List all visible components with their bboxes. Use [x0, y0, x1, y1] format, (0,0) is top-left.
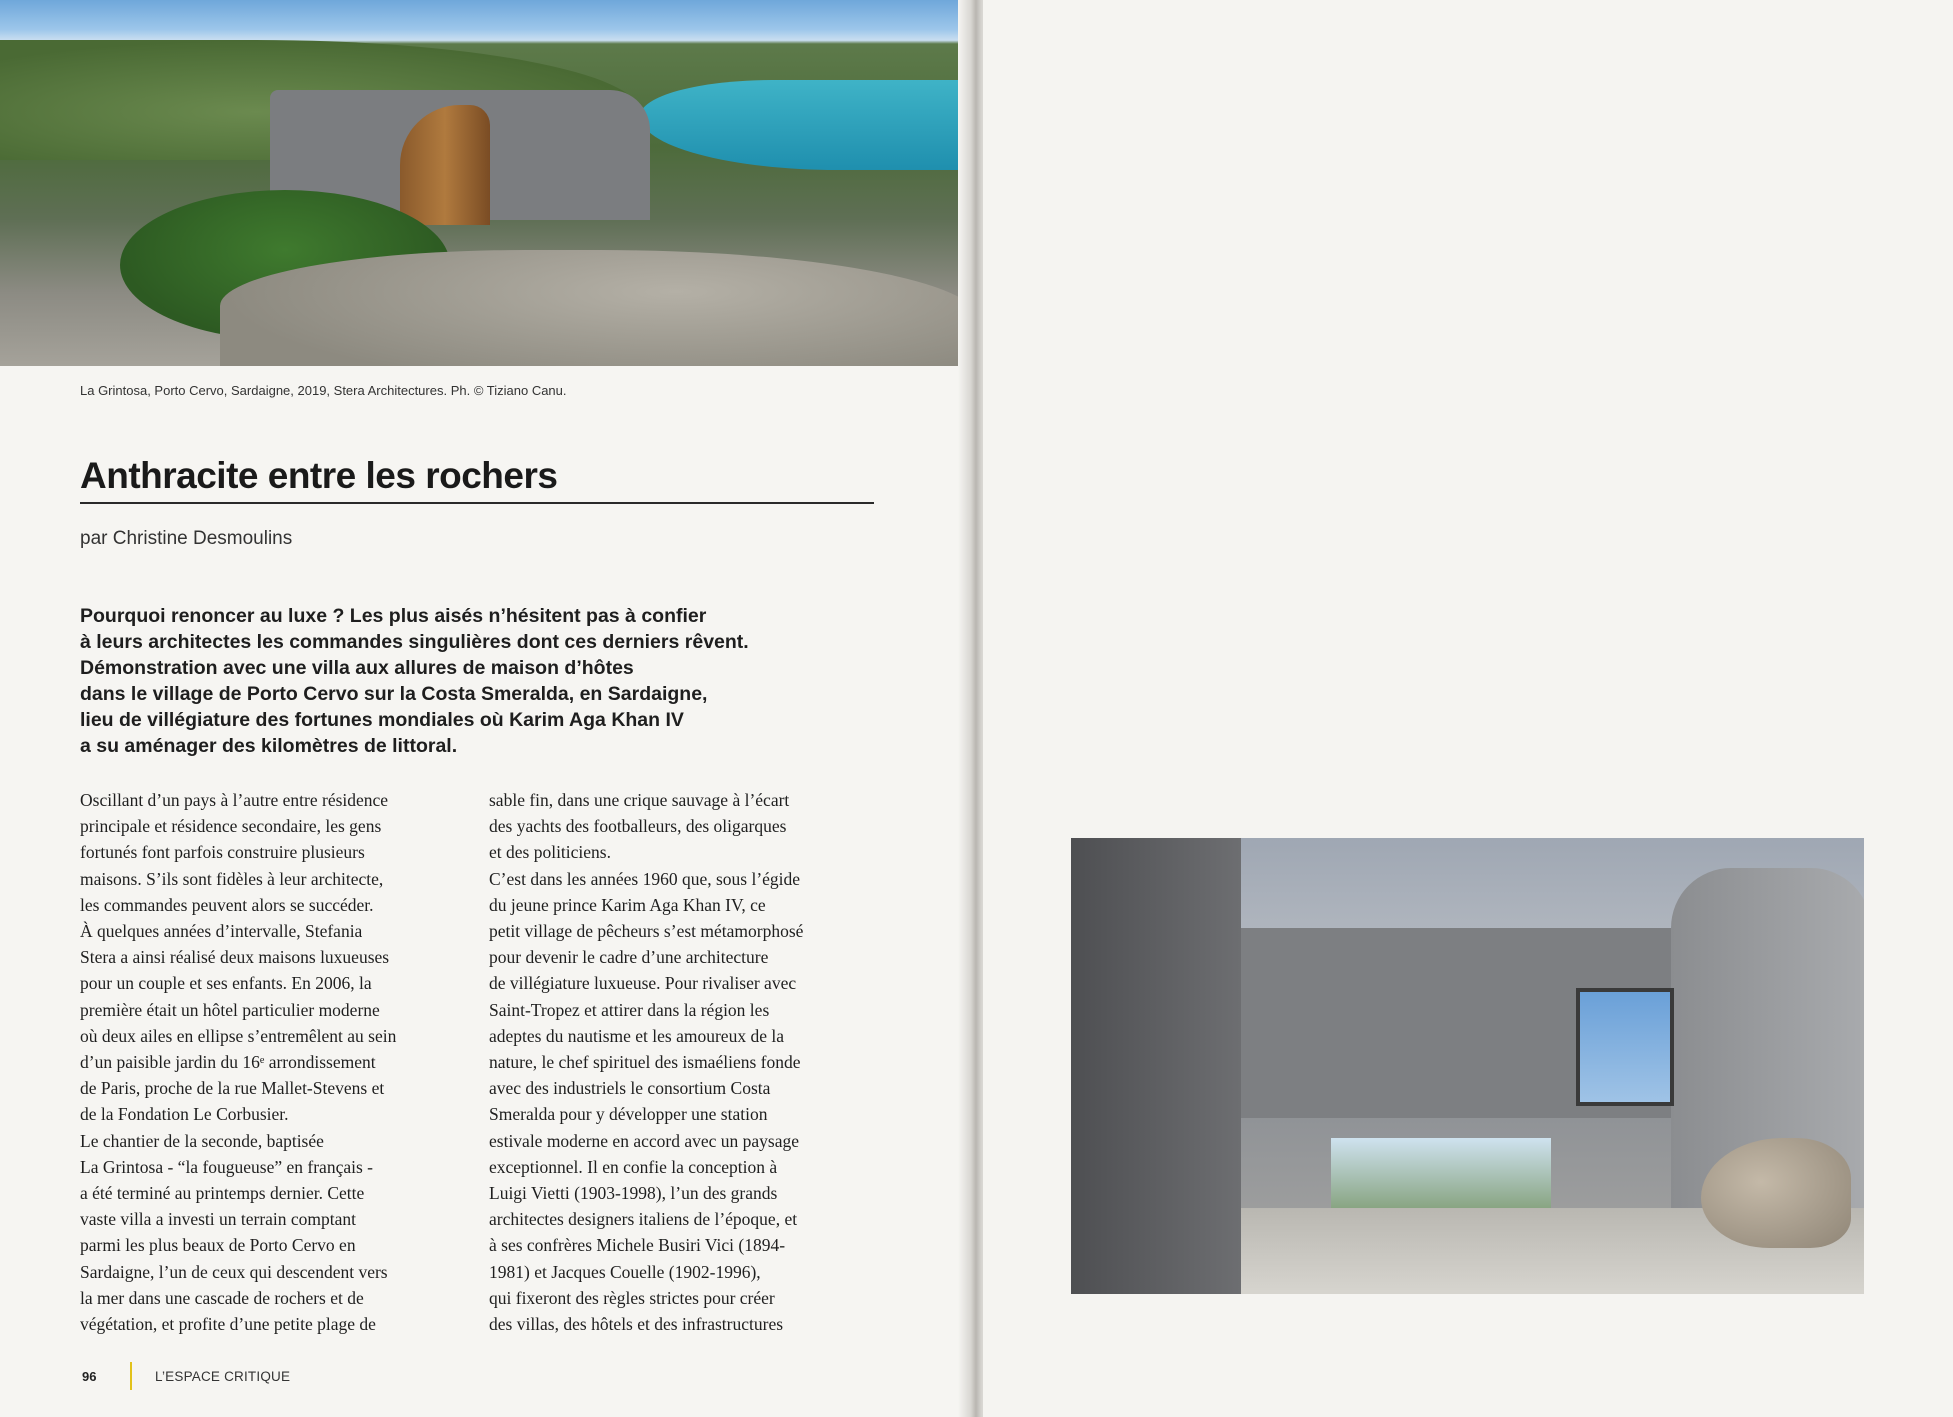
text-line: les commandes peuvent alors se succéder. — [80, 894, 374, 915]
courtyard-stair-photo — [1071, 838, 1864, 1294]
text-line: Smeralda pour y développer une station — [489, 1104, 768, 1125]
text-line: du jeune prince Karim Aga Khan IV, ce — [489, 894, 766, 915]
text-line: avec des industriels le consortium Costa — [489, 1078, 771, 1099]
text-line: principale et résidence secondaire, les gens — [80, 816, 382, 837]
text-line: 1981) et Jacques Couelle (1902-1996), — [489, 1261, 761, 1282]
text-line: Stera a ainsi réalisé deux maisons luxueuses — [80, 947, 390, 968]
text-line: estivale moderne en accord avec un paysage — [489, 1130, 799, 1151]
photo-sea — [640, 80, 970, 170]
text-line: Sardaigne, l’un de ceux qui descendent vers — [80, 1261, 388, 1282]
photo-sea-opening — [1331, 1138, 1551, 1218]
text-line: de la Fondation Le Corbusier. — [80, 1104, 289, 1125]
text-line: architectes designers italiens de l’époque, et — [489, 1209, 798, 1230]
text-line: adeptes du nautisme et les amoureux de la — [489, 1025, 784, 1046]
text-line: à ses confrères Michele Busiri Vici (1894- — [489, 1235, 786, 1256]
text-line: À quelques années d’intervalle, Stefania — [80, 921, 363, 942]
text-line: C’est dans les années 1960 que, sous l’égide — [489, 868, 801, 889]
section-name: L’ESPACE CRITIQUE — [155, 1369, 291, 1384]
text-line: de villégiature luxueuse. Pour rivaliser avec — [489, 973, 797, 994]
text-line: pour devenir le cadre d’une architecture — [489, 947, 769, 968]
text-line: a été terminé au printemps dernier. Cette — [80, 1183, 365, 1204]
text-line: pour un couple et ses enfants. En 2006, la — [80, 973, 372, 994]
lead-line: à leurs architectes les commandes singulières dont ces derniers rêvent. — [80, 631, 749, 653]
body-column-2 — [489, 787, 884, 1337]
text-line: vaste villa a investi un terrain comptant — [80, 1209, 357, 1230]
text-line: La Grintosa - “la fougueuse” en français - — [80, 1156, 373, 1177]
top-photo-caption: La Grintosa, Porto Cervo, Sardaigne, 2019, Stera Architectures. Ph. © Tiziano Canu. — [80, 383, 567, 398]
text-line: parmi les plus beaux de Porto Cervo en — [80, 1235, 356, 1256]
text-line: la mer dans une cascade de rochers et de — [80, 1287, 364, 1308]
text-line: où deux ailes en ellipse s’entremêlent au sein — [80, 1025, 397, 1046]
text-line: maisons. S’ils sont fidèles à leur architecte, — [80, 868, 384, 889]
lead-line: Démonstration avec une villa aux allures de maison d’hôtes — [80, 657, 634, 679]
text-line: des yachts des footballeurs, des oligarques — [489, 816, 787, 837]
text-line: végétation, et profite d’une petite plage de — [80, 1314, 376, 1335]
text-line: Oscillant d’un pays à l’autre entre résidence — [80, 790, 389, 810]
text-line: fortunés font parfois construire plusieurs — [80, 842, 365, 863]
photo-dark-wall — [1071, 838, 1241, 1294]
text-line: qui fixeront des règles strictes pour créer — [489, 1287, 775, 1308]
lead-paragraph — [80, 603, 880, 759]
page-number-left: 96 — [82, 1369, 97, 1384]
body-column-1 — [80, 787, 475, 1337]
page-right — [983, 0, 1953, 1417]
footer-accent-bar — [130, 1362, 132, 1390]
photo-window — [1576, 988, 1674, 1106]
lead-line: a su aménager des kilomètres de littoral. — [80, 735, 458, 757]
article-title: Anthracite entre les rochers — [80, 455, 558, 496]
text-line: exceptionnel. Il en confie la conception à — [489, 1156, 778, 1177]
text-line: nature, le chef spirituel des ismaéliens fonde — [489, 1052, 801, 1073]
text-line: petit village de pêcheurs s’est métamorphosé — [489, 921, 804, 942]
text-line: et des politiciens. — [489, 842, 611, 863]
text-line: Le chantier de la seconde, baptisée — [80, 1130, 324, 1151]
text-line: Saint-Tropez et attirer dans la région les — [489, 999, 770, 1020]
text-line: d’un paisible jardin du 16ᵉ arrondissement — [80, 1052, 376, 1073]
lead-line: lieu de villégiature des fortunes mondiales où Karim Aga Khan IV — [80, 709, 684, 731]
text-line: des villas, des hôtels et des infrastructures — [489, 1314, 784, 1335]
byline: par Christine Desmoulins — [80, 528, 293, 549]
photo-rocks — [220, 250, 970, 366]
villa-landscape-photo — [0, 0, 970, 366]
page-left — [0, 0, 970, 1417]
lead-line: Pourquoi renoncer au luxe ? Les plus aisés n’hésitent pas à confier — [80, 605, 707, 627]
text-line: sable fin, dans une crique sauvage à l’écart — [489, 790, 790, 810]
lead-line: dans le village de Porto Cervo sur la Costa Smeralda, en Sardaigne, — [80, 683, 708, 705]
text-line: première était un hôtel particulier moderne — [80, 999, 380, 1020]
title-rule — [80, 502, 874, 504]
text-line: de Paris, proche de la rue Mallet-Stevens et — [80, 1078, 385, 1099]
text-line: Luigi Vietti (1903-1998), l’un des grands — [489, 1183, 778, 1204]
